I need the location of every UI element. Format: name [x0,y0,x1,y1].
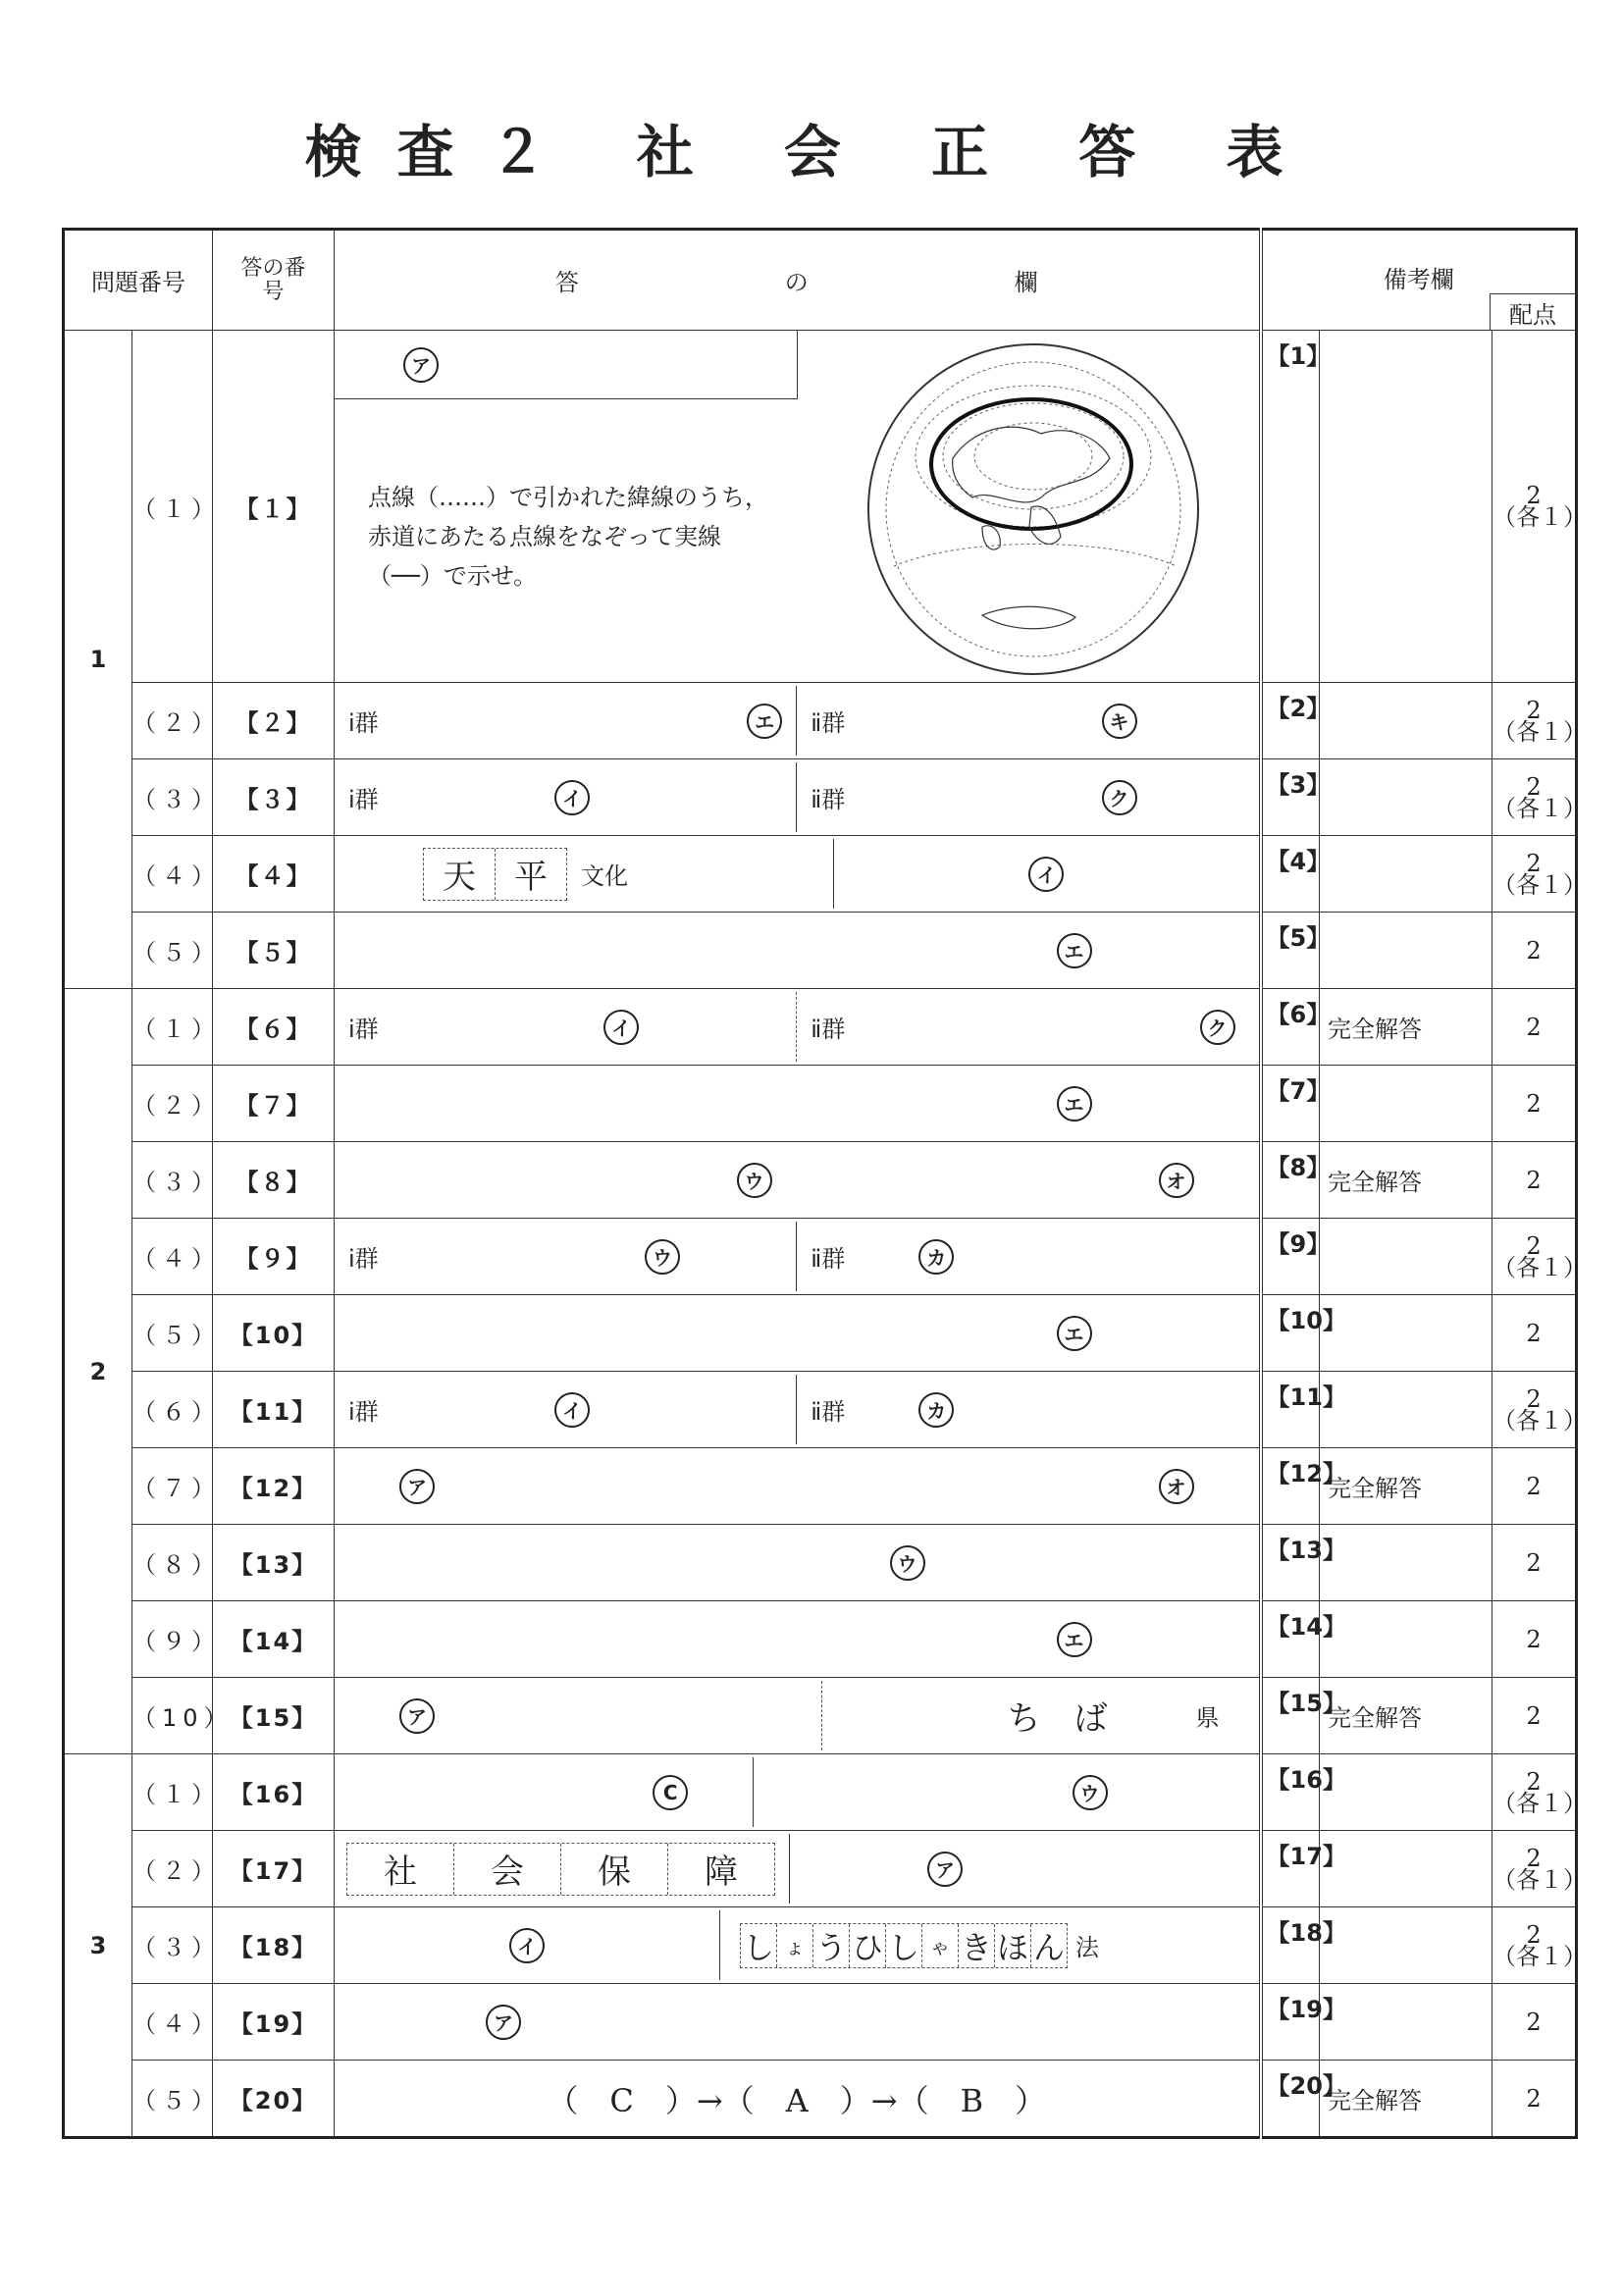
note-key: 【7】 [1261,1066,1320,1142]
points: 2 （各１） [1492,836,1577,913]
note [1320,683,1492,759]
header-answer: 答 の 欄 [335,230,1261,331]
note-key: 【3】 [1261,759,1320,836]
choice-circle: エ [1057,1622,1092,1657]
points: 2 [1492,1678,1577,1754]
sub-number: （２） [132,1831,213,1907]
q3-row-5 [64,2061,1577,2138]
q1-4-answer [335,836,1261,913]
sub-number: （10） [132,1678,213,1754]
choice-circle: ア [399,1698,435,1734]
points: 2 [1492,1448,1577,1525]
choice-circle: カ [918,1239,954,1275]
note [1320,759,1492,836]
points: 2 [1492,1295,1577,1372]
sub-number: （１） [132,331,213,683]
answer-key: 【15】 [213,1678,335,1754]
answer-key: 【14】 [213,1601,335,1678]
note-key: 【5】 [1261,913,1320,989]
q2-row-7 [64,1448,1577,1525]
note-key: 【20】 [1261,2061,1320,2138]
q2-row-10 [64,1678,1577,1754]
sub-number: （５） [132,913,213,989]
q3-number: 3 [64,1754,132,2138]
points: 2 [1492,2061,1577,2138]
q2-row-2 [64,1066,1577,1142]
choice-circle: C [653,1775,688,1810]
sub-number: （１） [132,989,213,1066]
note [1320,913,1492,989]
q2-row-6 [64,1372,1577,1448]
sub-number: （４） [132,836,213,913]
header-row [64,230,1577,331]
q1-row-3 [64,759,1577,836]
globe-map [864,340,1202,678]
note: 完全解答 [1320,1448,1492,1525]
note [1320,331,1492,683]
choice-circle: イ [603,1010,639,1045]
choice-circle: オ [1159,1469,1194,1504]
answer-key: 【13】 [213,1525,335,1601]
q2-number: 2 [64,989,132,1754]
note [1320,1984,1492,2061]
sub-number: （６） [132,1372,213,1448]
choice-circle: カ [918,1392,954,1428]
choice-circle: イ [554,1392,590,1428]
points: 2 （各１） [1492,1372,1577,1448]
points: 2 （各１） [1492,759,1577,836]
choice-circle: イ [554,780,590,815]
sub-number: （３） [132,1142,213,1219]
group-label: ⅰ群 [348,1245,379,1273]
points: 2 （各１） [1492,1219,1577,1295]
note [1320,1295,1492,1372]
sub-number: （１） [132,1754,213,1831]
note-key: 【1】 [1261,331,1320,683]
page-title: 検査２ 社 会 正 答 表 [304,119,1319,185]
points: 2 （各１） [1492,1831,1577,1907]
q1-1-answer [335,331,1261,683]
sub-number: （５） [132,1295,213,1372]
answer-key: 【11】 [213,1372,335,1448]
header-haiten: 配点 [1490,293,1575,330]
choice-circle: ア [403,347,439,383]
note [1320,1907,1492,1984]
kana-boxes: し ょ う ひ し ゃ き ほ ん [740,1923,1068,1968]
points: 2 [1492,1984,1577,2061]
q2-10-answer [335,1678,1261,1754]
note [1320,1219,1492,1295]
q2-row-4 [64,1219,1577,1295]
answer-key: 【８】 [213,1142,335,1219]
answer-key: 【10】 [213,1295,335,1372]
answer-key: 【６】 [213,989,335,1066]
group-label: ⅰ群 [348,709,379,737]
points: 2 [1492,913,1577,989]
note [1320,1601,1492,1678]
q2-6-answer [335,1372,1261,1448]
q1-number: 1 [64,331,132,989]
sub-number: （５） [132,2061,213,2138]
group-label: ⅰ群 [348,1398,379,1426]
points: 2 [1492,1601,1577,1678]
sub-number: （３） [132,759,213,836]
note [1320,836,1492,913]
answer-boxes: 社 会 保 障 [346,1843,775,1896]
q3-5-answer: （ C ）→（ A ）→（ B ） [335,2061,1261,2138]
group-label: ⅰ群 [348,786,379,813]
choice-circle: オ [1159,1163,1194,1198]
q1-instruction: 点線（……）で引かれた緯線のうち，赤道にあたる点線をなぞって実線（──）で示せ。 [368,484,768,590]
note-key: 【10】 [1261,1295,1320,1372]
answer-key: 【３】 [213,759,335,836]
answer-table [62,228,1587,2139]
note-key: 【17】 [1261,1831,1320,1907]
sub-number: （９） [132,1601,213,1678]
q3-1-answer [335,1754,1261,1831]
q1-row-5 [64,913,1577,989]
note-key: 【18】 [1261,1907,1320,1984]
note-key: 【13】 [1261,1525,1320,1601]
choice-circle: エ [747,704,782,739]
note-key: 【9】 [1261,1219,1320,1295]
note-key: 【4】 [1261,836,1320,913]
q3-2-answer [335,1831,1261,1907]
note-key: 【19】 [1261,1984,1320,2061]
choice-circle: ウ [890,1545,925,1581]
note [1320,1372,1492,1448]
q2-row-8 [64,1525,1577,1601]
q2-5-answer [335,1295,1261,1372]
note [1320,1831,1492,1907]
answer-key: 【１】 [213,331,335,683]
points: 2 （各１） [1492,331,1577,683]
group-label: ⅱ群 [811,709,846,737]
points: 2 （各１） [1492,683,1577,759]
note: 完全解答 [1320,2061,1492,2138]
choice-circle: ア [927,1852,963,1887]
points: 2 [1492,1525,1577,1601]
q2-4-answer [335,1219,1261,1295]
q3-row-3 [64,1907,1577,1984]
answer-key: 【19】 [213,1984,335,2061]
note-key: 【16】 [1261,1754,1320,1831]
points: 2 （各１） [1492,1907,1577,1984]
choice-circle: ア [486,2005,521,2040]
group-label: ⅱ群 [811,1016,846,1043]
choice-circle: ク [1102,780,1137,815]
q3-3-answer [335,1907,1261,1984]
q1-row-1 [64,331,1577,683]
q2-row-5 [64,1295,1577,1372]
sub-number: （３） [132,1907,213,1984]
answer-key: 【20】 [213,2061,335,2138]
note-key: 【6】 [1261,989,1320,1066]
sub-number: （２） [132,1066,213,1142]
choice-circle: イ [509,1928,545,1963]
choice-circle: エ [1057,1316,1092,1351]
q1-2-answer [335,683,1261,759]
answer-key: 【７】 [213,1066,335,1142]
choice-circle: エ [1057,933,1092,968]
q2-3-answer [335,1142,1261,1219]
answer-key: 【12】 [213,1448,335,1525]
q1-5-answer [335,913,1261,989]
note [1320,1754,1492,1831]
choice-circle: ウ [645,1239,680,1275]
group-label: ⅱ群 [811,1398,846,1426]
q1-row-4 [64,836,1577,913]
choice-circle: ア [399,1469,435,1504]
suffix-text: 文化 [581,862,628,890]
q1-row-2 [64,683,1577,759]
note [1320,1066,1492,1142]
q2-2-answer [335,1066,1261,1142]
points: 2 （各１） [1492,1754,1577,1831]
note-key: 【8】 [1261,1142,1320,1219]
note-key: 【14】 [1261,1601,1320,1678]
group-label: ⅰ群 [348,1016,379,1043]
choice-circle: ウ [737,1163,772,1198]
points: 2 [1492,1066,1577,1142]
sub-number: （８） [132,1525,213,1601]
answer-key: 【２】 [213,683,335,759]
choice-circle: キ [1102,704,1137,739]
answer-key: 【５】 [213,913,335,989]
sub-number: （２） [132,683,213,759]
answer-key: 【18】 [213,1907,335,1984]
q3-row-4 [64,1984,1577,2061]
header-mondai: 問題番号 [64,230,213,331]
suffix-text: 法 [1075,1934,1099,1961]
prefecture-answer: ち ば [1007,1699,1108,1739]
answer-key: 【９】 [213,1219,335,1295]
group-label: ⅱ群 [811,786,846,813]
points: 2 [1492,1142,1577,1219]
note [1320,1525,1492,1601]
answer-key: 【16】 [213,1754,335,1831]
q2-8-answer [335,1525,1261,1601]
q3-row-2 [64,1831,1577,1907]
choice-circle: イ [1028,857,1064,892]
q2-row-1 [64,989,1577,1066]
note: 完全解答 [1320,989,1492,1066]
note: 完全解答 [1320,1142,1492,1219]
note-key: 【15】 [1261,1678,1320,1754]
answer-key: 【17】 [213,1831,335,1907]
q1-3-answer [335,759,1261,836]
note-key: 【12】 [1261,1448,1320,1525]
sub-number: （７） [132,1448,213,1525]
sub-number: （４） [132,1984,213,2061]
header-biko: 備考欄 配点 [1261,230,1577,331]
sub-number: （４） [132,1219,213,1295]
points: 2 [1492,989,1577,1066]
prefecture-suffix: 県 [1195,1704,1220,1732]
note-key: 【11】 [1261,1372,1320,1448]
choice-circle: ウ [1073,1775,1108,1810]
answer-key: 【４】 [213,836,335,913]
note-key: 【2】 [1261,683,1320,759]
header-kotae-bango: 答の番号 [213,230,335,331]
q3-4-answer [335,1984,1261,2061]
group-label: ⅱ群 [811,1245,846,1273]
q2-7-answer [335,1448,1261,1525]
note: 完全解答 [1320,1678,1492,1754]
q3-row-1 [64,1754,1577,1831]
q2-row-3 [64,1142,1577,1219]
q2-1-answer [335,989,1261,1066]
choice-circle: エ [1057,1086,1092,1122]
q2-9-answer [335,1601,1261,1678]
choice-circle: ク [1200,1010,1235,1045]
q2-row-9 [64,1601,1577,1678]
answer-boxes: 天 平 [423,848,567,901]
